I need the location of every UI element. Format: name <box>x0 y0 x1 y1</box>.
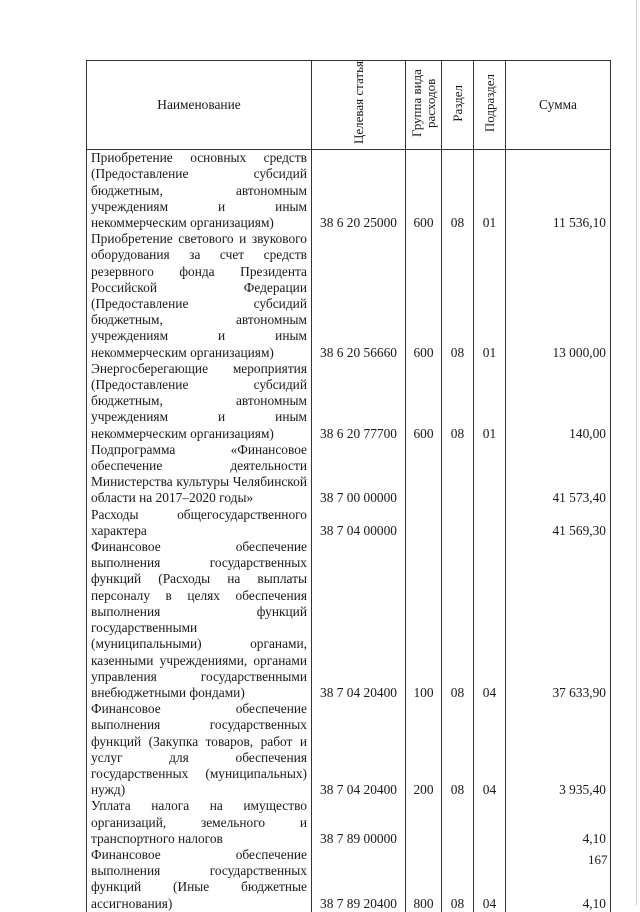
row-section: 08 <box>442 539 474 701</box>
row-section <box>442 442 474 507</box>
row-subsection <box>474 507 506 539</box>
header-expense-group <box>406 61 442 150</box>
row-sum: 13 000,00 <box>506 231 611 361</box>
row-expense-group: 600 <box>406 150 442 232</box>
row-subsection <box>474 798 506 847</box>
row-sum: 41 569,30 <box>506 507 611 539</box>
row-target-article: 38 6 20 25000 <box>312 150 406 232</box>
row-section: 08 <box>442 701 474 798</box>
table-row <box>87 361 611 442</box>
table-row <box>87 150 611 232</box>
table-row <box>87 701 611 798</box>
row-subsection: 04 <box>474 701 506 798</box>
row-expense-group <box>406 442 442 507</box>
row-section: 08 <box>442 150 474 232</box>
row-expense-group <box>406 798 442 847</box>
row-sum: 140,00 <box>506 361 611 442</box>
row-sum: 4,10 <box>506 798 611 847</box>
table-row <box>87 442 611 507</box>
row-subsection: 01 <box>474 231 506 361</box>
page-edge-line <box>636 0 637 905</box>
row-target-article: 38 7 04 00000 <box>312 507 406 539</box>
row-name: Финансовое обеспечение выполнения государственных функций (Расходы на выплаты персоналу в целях обеспечения выполнения функций государственными (муниципальными) органами, казенными учреждениями, органами управления государственными внебюджетными фондами) <box>87 539 312 701</box>
header-target-article-label: Целевая статья <box>350 61 366 145</box>
row-expense-group: 200 <box>406 701 442 798</box>
row-target-article: 38 7 89 20400 <box>312 847 406 912</box>
table-row <box>87 798 611 847</box>
budget-table <box>86 60 611 912</box>
header-subsection-label: Подраздел <box>481 73 497 133</box>
row-name: Приобретение основных средств (Предоставление субсидий бюджетным, автономным учреждениям и иным некоммерческим организациям) <box>87 150 312 232</box>
row-subsection: 04 <box>474 539 506 701</box>
row-section: 08 <box>442 361 474 442</box>
row-name: Расходы общегосударственного характера <box>87 507 312 539</box>
header-section <box>442 61 474 150</box>
table-row <box>87 231 611 361</box>
header-section-label: Раздел <box>449 84 465 122</box>
row-name: Финансовое обеспечение выполнения государственных функций (Закупка товаров, работ и услуг для обеспечения государственных (муниципальных) нужд) <box>87 701 312 798</box>
row-expense-group <box>406 507 442 539</box>
table-row <box>87 539 611 701</box>
row-sum: 3 935,40 <box>506 701 611 798</box>
header-expense-group-label: Группа вида расходов <box>409 69 438 137</box>
header-subsection <box>474 61 506 150</box>
row-expense-group: 100 <box>406 539 442 701</box>
row-section: 08 <box>442 847 474 912</box>
row-name: Финансовое обеспечение выполнения государственных функций (Иные бюджетные ассигнования) <box>87 847 312 912</box>
row-section <box>442 798 474 847</box>
page-number: 167 <box>588 852 608 867</box>
row-subsection: 01 <box>474 361 506 442</box>
row-section <box>442 507 474 539</box>
table-row <box>87 847 611 912</box>
table-row <box>87 507 611 539</box>
row-name: Энергосберегающие мероприятия (Предоставление субсидий бюджетным, автономным учреждениям и иным некоммерческим организациям) <box>87 361 312 442</box>
row-target-article: 38 7 04 20400 <box>312 539 406 701</box>
row-subsection: 01 <box>474 150 506 232</box>
header-name: Наименование <box>87 61 312 150</box>
table-header-row <box>87 61 611 150</box>
row-target-article: 38 6 20 56660 <box>312 231 406 361</box>
row-target-article: 38 7 89 00000 <box>312 798 406 847</box>
row-sum: 37 633,90 <box>506 539 611 701</box>
header-target-article <box>312 61 406 150</box>
row-sum: 11 536,10 <box>506 150 611 232</box>
row-subsection <box>474 442 506 507</box>
row-name: Приобретение светового и звукового оборудования за счет средств резервного фонда Президента Российской Федерации (Предоставление субсидий бюджетным, автономным учреждениям и иным некоммерческим организациям) <box>87 231 312 361</box>
row-expense-group: 600 <box>406 361 442 442</box>
row-name: Подпрограмма «Финансовое обеспечение деятельности Министерства культуры Челябинской области на 2017–2020 годы» <box>87 442 312 507</box>
row-sum: 41 573,40 <box>506 442 611 507</box>
row-target-article: 38 6 20 77700 <box>312 361 406 442</box>
row-target-article: 38 7 00 00000 <box>312 442 406 507</box>
row-name: Уплата налога на имущество организаций, земельного и транспортного налогов <box>87 798 312 847</box>
row-section: 08 <box>442 231 474 361</box>
row-expense-group: 800 <box>406 847 442 912</box>
row-target-article: 38 7 04 20400 <box>312 701 406 798</box>
row-expense-group: 600 <box>406 231 442 361</box>
row-sum: 4,10 <box>506 847 611 912</box>
row-subsection: 04 <box>474 847 506 912</box>
header-sum: Сумма <box>506 61 611 150</box>
